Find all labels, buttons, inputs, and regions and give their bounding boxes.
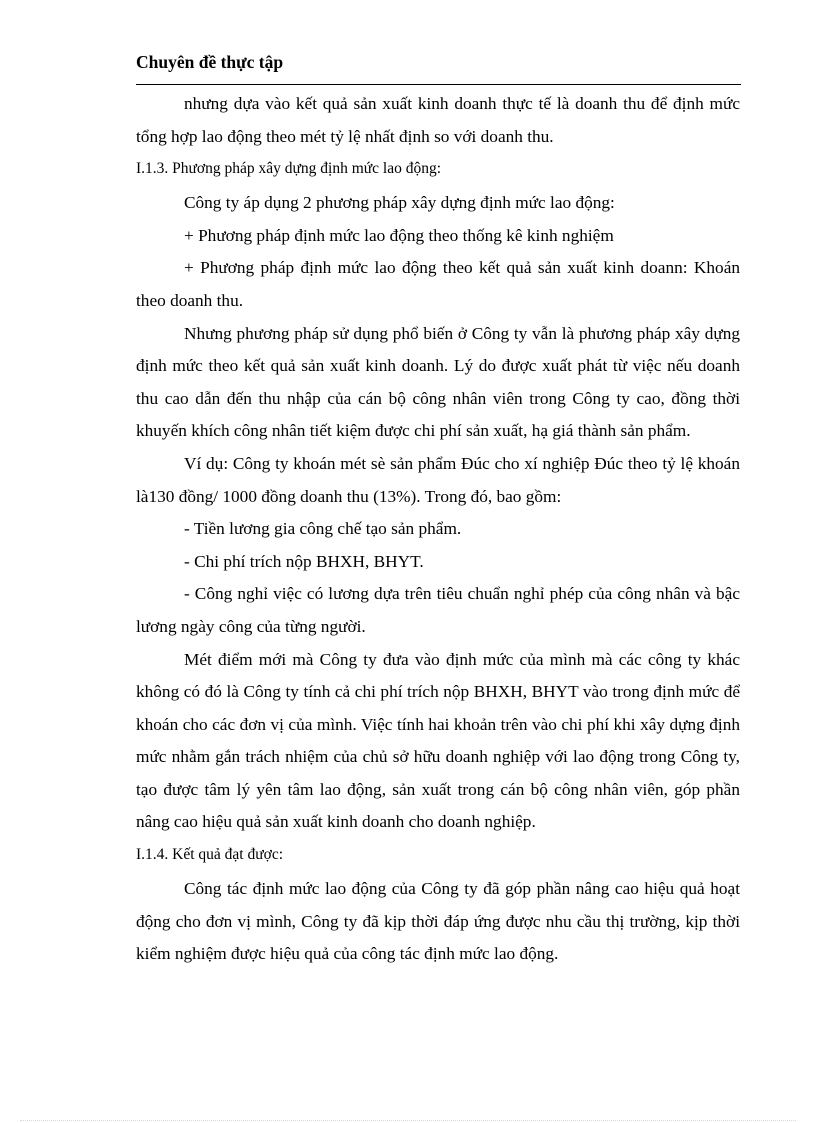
section-heading-1-1-4: I.1.4. Kết quả đạt được:: [136, 846, 284, 864]
page-bottom-border: [20, 1120, 796, 1121]
paragraph-new-point: Mét điểm mới mà Công ty đưa vào định mức của mình mà các công ty khác không có đó là Công ty tính cả chi phí trích nộp BHXH, BHYT vào trong định mức để khoán cho các đơn vị của mình. Việc tính hai khoản trên vào chi phí khi xây dựng định mức nhằm gắn trách nhiệm của chủ sở hữu doanh nghiệp với lao động trong Công ty, tạo được tâm lý yên tâm lao động, sản xuất trong cán bộ công nhân viên, góp phần nâng cao hiệu quả sản xuất kinh doanh cho doanh nghiệp.: [136, 649, 740, 832]
list-item-method-2: + Phương pháp định mức lao động theo kết quả sản xuất kinh doann: Khoán theo doanh thu.: [136, 258, 740, 310]
list-item-wages: - Tiền lương gia công chế tạo sản phẩm.: [184, 519, 462, 539]
paragraph-continuation: nhưng dựa vào kết quả sản xuất kinh doanh thực tế là doanh thu để định mức tổng hợp lao động theo mét tỷ lệ nhất định so với doanh thu.: [136, 94, 740, 146]
paragraph-example: Ví dụ: Công ty khoán mét sè sản phẩm Đúc cho xí nghiệp Đúc theo tỷ lệ khoán là130 đồng/ 1000 đồng doanh thu (13%). Trong đó, bao gồm:: [136, 453, 740, 506]
document-body: [136, 88, 740, 971]
paragraph-results: Công tác định mức lao động của Công ty đã góp phần nâng cao hiệu quả hoạt động cho đơn vị mình, Công ty đã kịp thời đáp ứng được nhu cầu thị trường, kịp thời kiểm nghiệm được hiệu quả của công tác định mức lao động.: [136, 879, 740, 964]
page-header-title: Chuyên đề thực tập: [136, 52, 284, 72]
list-item-insurance: - Chi phí trích nộp BHXH, BHYT.: [184, 551, 424, 571]
paragraph-common-method: Nhưng phương pháp sử dụng phổ biến ở Công ty vẫn là phương pháp xây dựng định mức theo kết quả sản xuất kinh doanh. Lý do được xuất phát từ việc nếu doanh thu cao dẫn đến thu nhập của cán bộ công nhân viên trong Công ty cao, đồng thời khuyến khích công nhân tiết kiệm được chi phí sản xuất, hạ giá thành sản phẩm.: [136, 323, 740, 441]
list-item-method-1: + Phương pháp định mức lao động theo thống kê kinh nghiệm: [184, 225, 614, 245]
section-heading-1-1-3: I.1.3. Phương pháp xây dựng định mức lao động:: [136, 160, 442, 178]
paragraph-methods-intro: Công ty áp dụng 2 phương pháp xây dựng định mức lao động:: [184, 193, 615, 213]
header-divider: [136, 84, 741, 85]
list-item-paid-leave: - Công nghỉ việc có lương dựa trên tiêu chuẩn nghỉ phép của công nhân và bậc lương ngày công của từng người.: [136, 584, 740, 636]
